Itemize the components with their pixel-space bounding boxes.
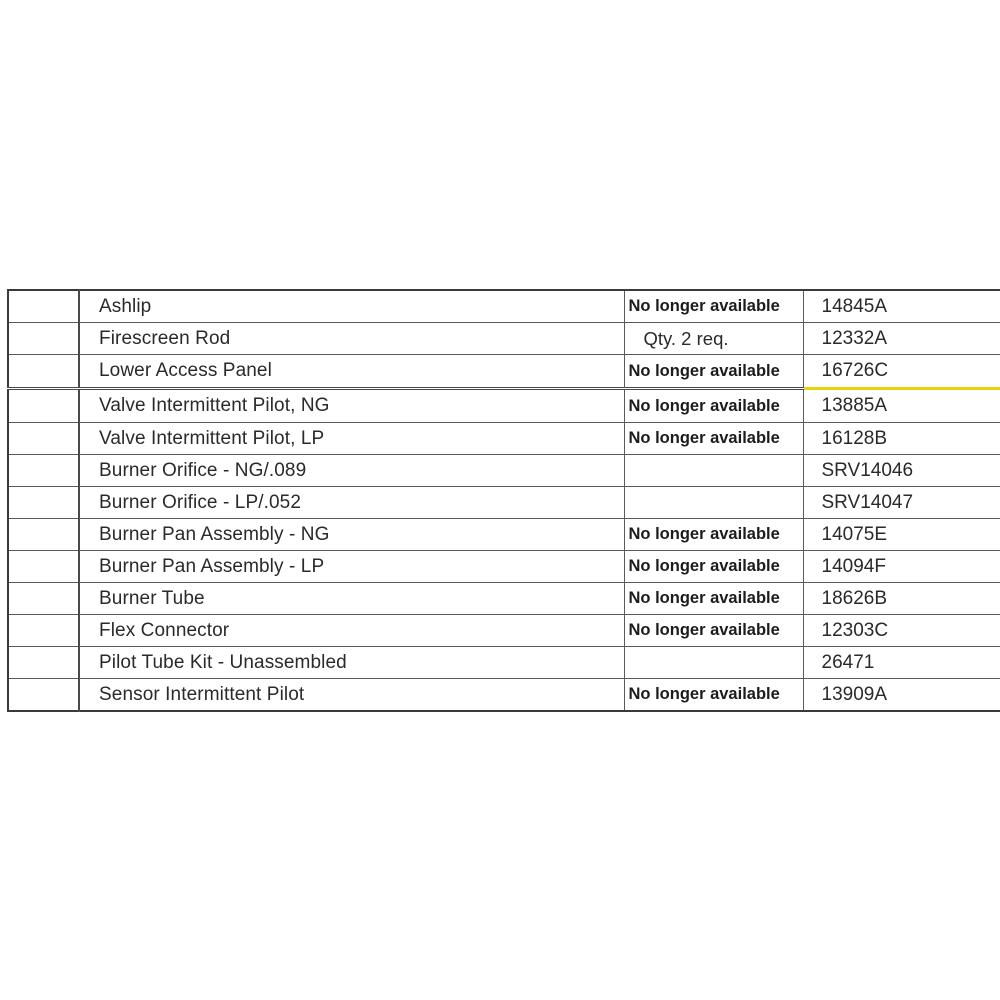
part-number: 16726C [803,355,1000,389]
availability-note: No longer available [624,389,803,423]
part-description: Burner Orifice - NG/.089 [79,455,624,487]
table-row [8,423,1000,455]
part-description: Flex Connector [79,615,624,647]
index-cell [8,487,79,519]
availability-note: No longer available [624,423,803,455]
part-description: Lower Access Panel [79,355,624,389]
availability-note [624,455,803,487]
part-number: SRV14047 [803,487,1000,519]
table-row [8,647,1000,679]
index-cell [8,647,79,679]
parts-table [7,289,1000,712]
availability-note: No longer available [624,355,803,389]
part-description: Valve Intermittent Pilot, NG [79,389,624,423]
table-row [8,615,1000,647]
part-number: 26471 [803,647,1000,679]
availability-note: No longer available [624,615,803,647]
part-number: SRV14046 [803,455,1000,487]
table-row [8,487,1000,519]
quantity-note: Qty. 2 req. [624,323,803,355]
availability-note: No longer available [624,551,803,583]
part-number: 12332A [803,323,1000,355]
part-description: Valve Intermittent Pilot, LP [79,423,624,455]
table-row [8,679,1000,712]
part-number: 16128B [803,423,1000,455]
availability-note: No longer available [624,519,803,551]
availability-note: No longer available [624,679,803,712]
index-cell [8,455,79,487]
index-cell [8,615,79,647]
index-cell [8,290,79,323]
index-cell [8,323,79,355]
part-description: Burner Tube [79,583,624,615]
table-row [8,323,1000,355]
part-number: 18626B [803,583,1000,615]
part-description: Burner Pan Assembly - NG [79,519,624,551]
availability-note: No longer available [624,583,803,615]
index-cell [8,423,79,455]
part-description: Ashlip [79,290,624,323]
part-description: Pilot Tube Kit - Unassembled [79,647,624,679]
part-description: Burner Pan Assembly - LP [79,551,624,583]
index-cell [8,355,79,389]
index-cell [8,389,79,423]
availability-note: No longer available [624,290,803,323]
table-row [8,355,1000,389]
table-row [8,389,1000,423]
part-description: Firescreen Rod [79,323,624,355]
part-number: 14075E [803,519,1000,551]
index-cell [8,583,79,615]
index-cell [8,679,79,712]
index-cell [8,551,79,583]
part-description: Burner Orifice - LP/.052 [79,487,624,519]
part-number: 13885A [803,389,1000,423]
table-row [8,551,1000,583]
table-row [8,583,1000,615]
availability-note [624,647,803,679]
table-row [8,455,1000,487]
part-number: 14845A [803,290,1000,323]
index-cell [8,519,79,551]
table-row [8,519,1000,551]
part-number: 12303C [803,615,1000,647]
part-description: Sensor Intermittent Pilot [79,679,624,712]
part-number: 14094F [803,551,1000,583]
availability-note [624,487,803,519]
part-number: 13909A [803,679,1000,712]
table-row [8,290,1000,323]
